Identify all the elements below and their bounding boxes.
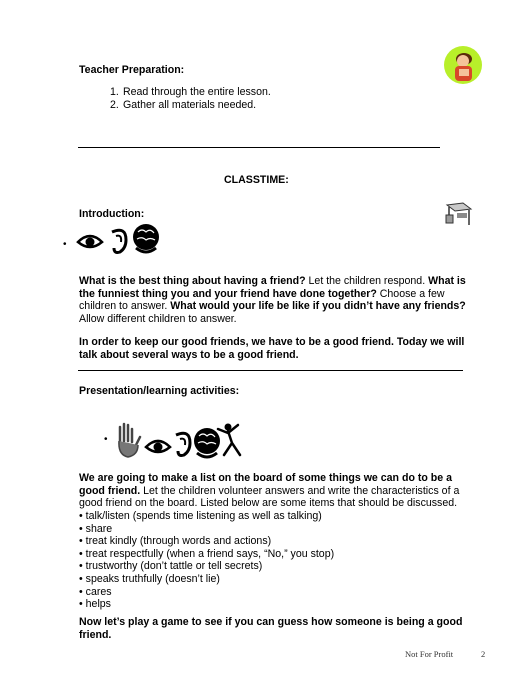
presentation-heading: Presentation/learning activities: xyxy=(79,385,240,397)
divider xyxy=(78,370,463,371)
hand-icon xyxy=(119,424,140,457)
presentation-intro: We are going to make a list on the board of some things we can do to be a good friend. Let the children volunteer answers and write the characteristics of a good friend on the board. Listed below are some items that should be discussed. xyxy=(79,472,460,510)
ear-icon xyxy=(176,433,190,455)
list-item: 2. Gather all materials needed. xyxy=(110,98,257,111)
list-item: 1. Read through the entire lesson. xyxy=(110,86,271,98)
senses-icons xyxy=(76,222,162,256)
list-item: • trustworthy (don’t tattle or tell secrets) xyxy=(79,560,263,573)
page-number: 2 xyxy=(481,649,486,659)
footer-text: Not For Profit xyxy=(405,649,454,659)
teacher-icon xyxy=(443,45,483,85)
list-item: • share xyxy=(79,522,113,535)
list-item: • speaks truthfully (doesn’t lie) xyxy=(79,572,220,585)
brain-head-icon xyxy=(133,224,159,252)
list-item: • talk/listen (spends time listening as well as talking) xyxy=(79,510,322,522)
desk-icon xyxy=(443,201,475,227)
divider xyxy=(78,147,440,148)
intro-paragraph: What is the best thing about having a friend? Let the children respond. What is the funniest thing you and your friend have done together? Choose a few children to answer. What would your life be like if you didn’t have any friends? Allow different children to answer. xyxy=(79,275,466,325)
bullet-marker: • xyxy=(104,434,108,445)
activity-icons xyxy=(114,421,244,463)
intro-paragraph-2: In order to keep our good friends, we have to be a good friend. Today we will talk about several ways to be a good friend. xyxy=(79,336,465,361)
intro-question-1: What is the best thing about having a friend? xyxy=(79,275,306,287)
introduction-heading: Introduction: xyxy=(79,208,145,220)
classtime-heading: CLASSTIME: xyxy=(224,174,289,186)
good-friend-list xyxy=(79,510,334,611)
bullet-marker: • xyxy=(63,239,67,250)
list-item: • helps xyxy=(79,598,111,611)
teacher-prep-heading: Teacher Preparation: xyxy=(79,64,185,76)
intro-question-2: What is the funniest thing you and your friend have done together? xyxy=(79,275,466,300)
list-item: • treat kindly (through words and actions) xyxy=(79,535,272,548)
brain-head-icon xyxy=(194,428,220,457)
intro-question-3: What would your life be like if you didn’t have any friends? xyxy=(170,300,466,313)
stretching-person-icon xyxy=(218,424,240,456)
ear-icon xyxy=(112,230,126,252)
eye-icon xyxy=(146,441,170,452)
closing-paragraph: Now let’s play a game to see if you can guess how someone is being a good friend. xyxy=(79,616,463,641)
list-item: • treat respectfully (when a friend says, “No,” you stop) xyxy=(79,547,335,560)
eye-icon xyxy=(78,236,102,247)
list-item: • cares xyxy=(79,585,112,598)
prep-steps xyxy=(110,86,271,111)
